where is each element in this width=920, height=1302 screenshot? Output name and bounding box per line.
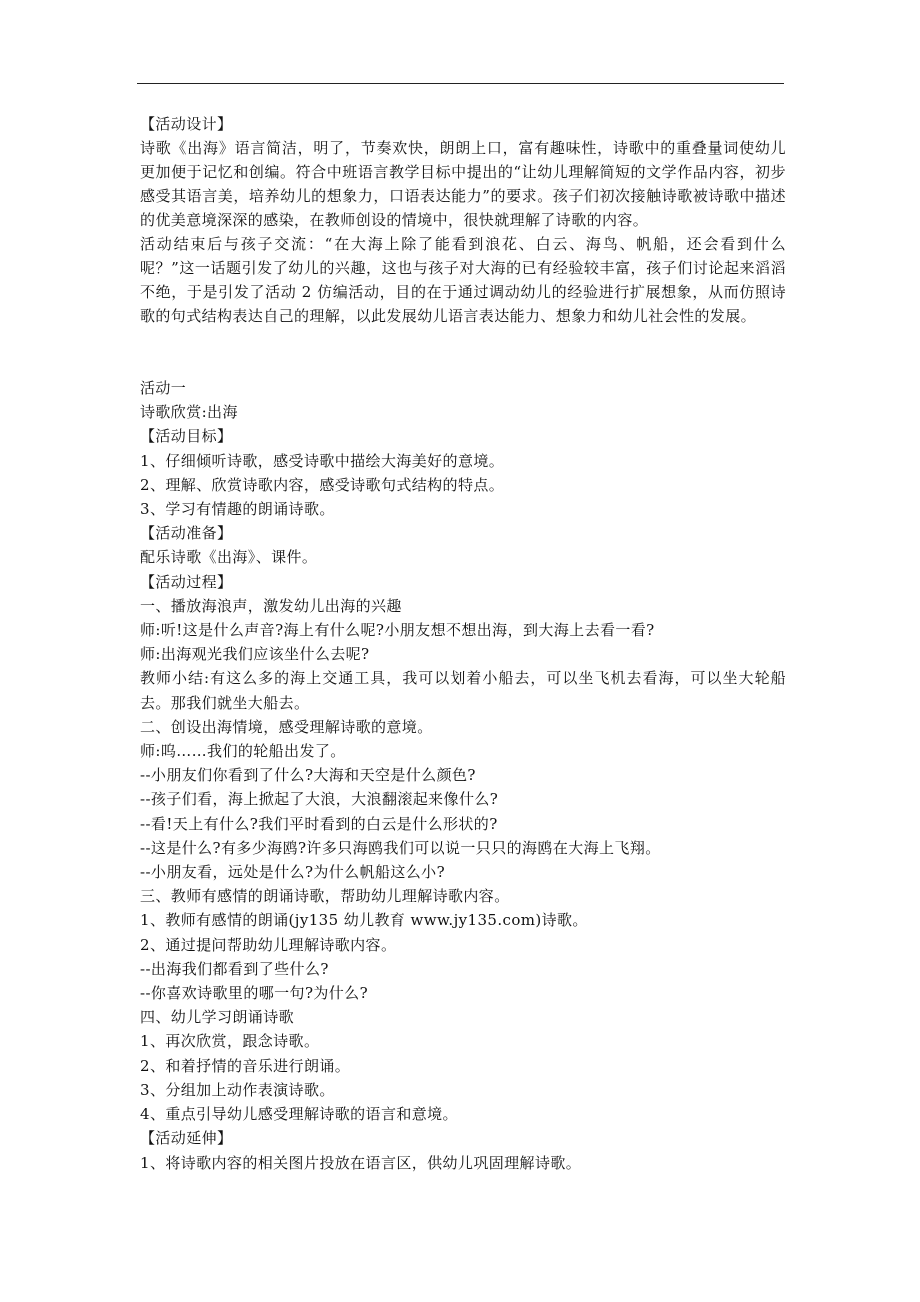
design-paragraph-2: 活动结束后与孩子交流：“在大海上除了能看到浪花、白云、海鸟、帆船，还会看到什么呢？”这一话题引发了幼儿的兴趣，这也与孩子对大海的已有经验较丰富，孩子们讨论起来滔滔不绝，于是引发了活动 2 仿编活动，目的在于通过调动幼儿的经验进行扩展想象，从而仿照诗歌的句式结构表达自己的理解，以此发展幼儿语言表达能力、想象力和幼儿社会性的发展。 (140, 235, 786, 325)
step-2-line: 师:呜……我们的轮船出发了。 (140, 742, 346, 761)
step-4-heading: 四、幼儿学习朗诵诗歌 (140, 1008, 295, 1027)
design-heading: 【活动设计】 (140, 115, 233, 133)
design-paragraph-1: 诗歌《出海》语言简洁，明了，节奏欢快，朗朗上口，富有趣味性，诗歌中的重叠量词使幼儿更加便于记忆和创编。符合中班语言教学目标中提出的“让幼儿理解简短的文学作品内容，初步感受其语言美，培养幼儿的想象力，口语表达能力”的要求。孩子们初次接触诗歌被诗歌中描述的优美意境深深的感染，在教师创设的情境中，很快就理解了诗歌的内容。 (140, 139, 786, 229)
goals-heading: 【活动目标】 (140, 427, 233, 446)
step-1-heading: 一、播放海浪声，激发幼儿出海的兴趣 (140, 596, 402, 615)
step-3-line: 1、教师有感情的朗诵(jy135 幼儿教育 www.jy135.com)诗歌。 (140, 911, 588, 930)
design-section (140, 112, 786, 328)
step-2-heading: 二、创设出海情境，感受理解诗歌的意境。 (140, 717, 433, 736)
step-3-heading: 三、教师有感情的朗诵诗歌，帮助幼儿理解诗歌内容。 (140, 887, 510, 906)
step-4-line: 1、再次欣赏，跟念诗歌。 (140, 1032, 320, 1051)
step-4-line: 2、和着抒情的音乐进行朗诵。 (140, 1056, 351, 1075)
step-1-line: 师:出海观光我们应该坐什么去呢? (140, 645, 370, 664)
step-3-line: --你喜欢诗歌里的哪一句?为什么? (140, 984, 369, 1003)
goal-item: 2、理解、欣赏诗歌内容，感受诗歌句式结构的特点。 (140, 475, 505, 494)
step-3-line: --出海我们都看到了些什么? (140, 959, 329, 978)
prep-heading: 【活动准备】 (140, 524, 233, 543)
extension-item: 1、将诗歌内容的相关图片投放在语言区，供幼儿巩固理解诗歌。 (140, 1153, 582, 1172)
step-2-line: --孩子们看，海上掀起了大浪，大浪翻滚起来像什么? (140, 790, 499, 809)
goal-item: 1、仔细倾听诗歌，感受诗歌中描绘大海美好的意境。 (140, 451, 505, 470)
header-rule (137, 83, 784, 84)
step-2-line: --这是什么?有多少海鸥?许多只海鸥我们可以说一只只的海鸥在大海上飞翔。 (140, 838, 661, 857)
step-3-line: 2、通过提问帮助幼儿理解诗歌内容。 (140, 935, 397, 954)
process-heading: 【活动过程】 (140, 572, 233, 591)
activity-section (140, 376, 786, 1175)
prep-text: 配乐诗歌《出海》、课件。 (140, 548, 318, 567)
step-4-line: 3、分组加上动作表演诗歌。 (140, 1080, 335, 1099)
step-4-line: 4、重点引导幼儿感受理解诗歌的语言和意境。 (140, 1105, 458, 1124)
step-2-line: --小朋友们你看到了什么?大海和天空是什么颜色? (140, 766, 476, 785)
step-1-line: 师:听!这是什么声音?海上有什么呢?小朋友想不想出海，到大海上去看一看? (140, 621, 655, 640)
step-1-summary: 教师小结:有这么多的海上交通工具，我可以划着小船去，可以坐飞机去看海，可以坐大轮船去。那我们就坐大船去。 (140, 669, 786, 712)
step-2-line: --小朋友看，远处是什么?为什么帆船这么小? (140, 863, 446, 882)
activity-title: 活动一 (140, 379, 187, 397)
goal-item: 3、学习有情趣的朗诵诗歌。 (140, 500, 335, 519)
extension-heading: 【活动延伸】 (140, 1129, 233, 1148)
activity-subtitle: 诗歌欣赏:出海 (140, 403, 238, 422)
step-2-line: --看!天上有什么?我们平时看到的白云是什么形状的? (140, 814, 498, 833)
